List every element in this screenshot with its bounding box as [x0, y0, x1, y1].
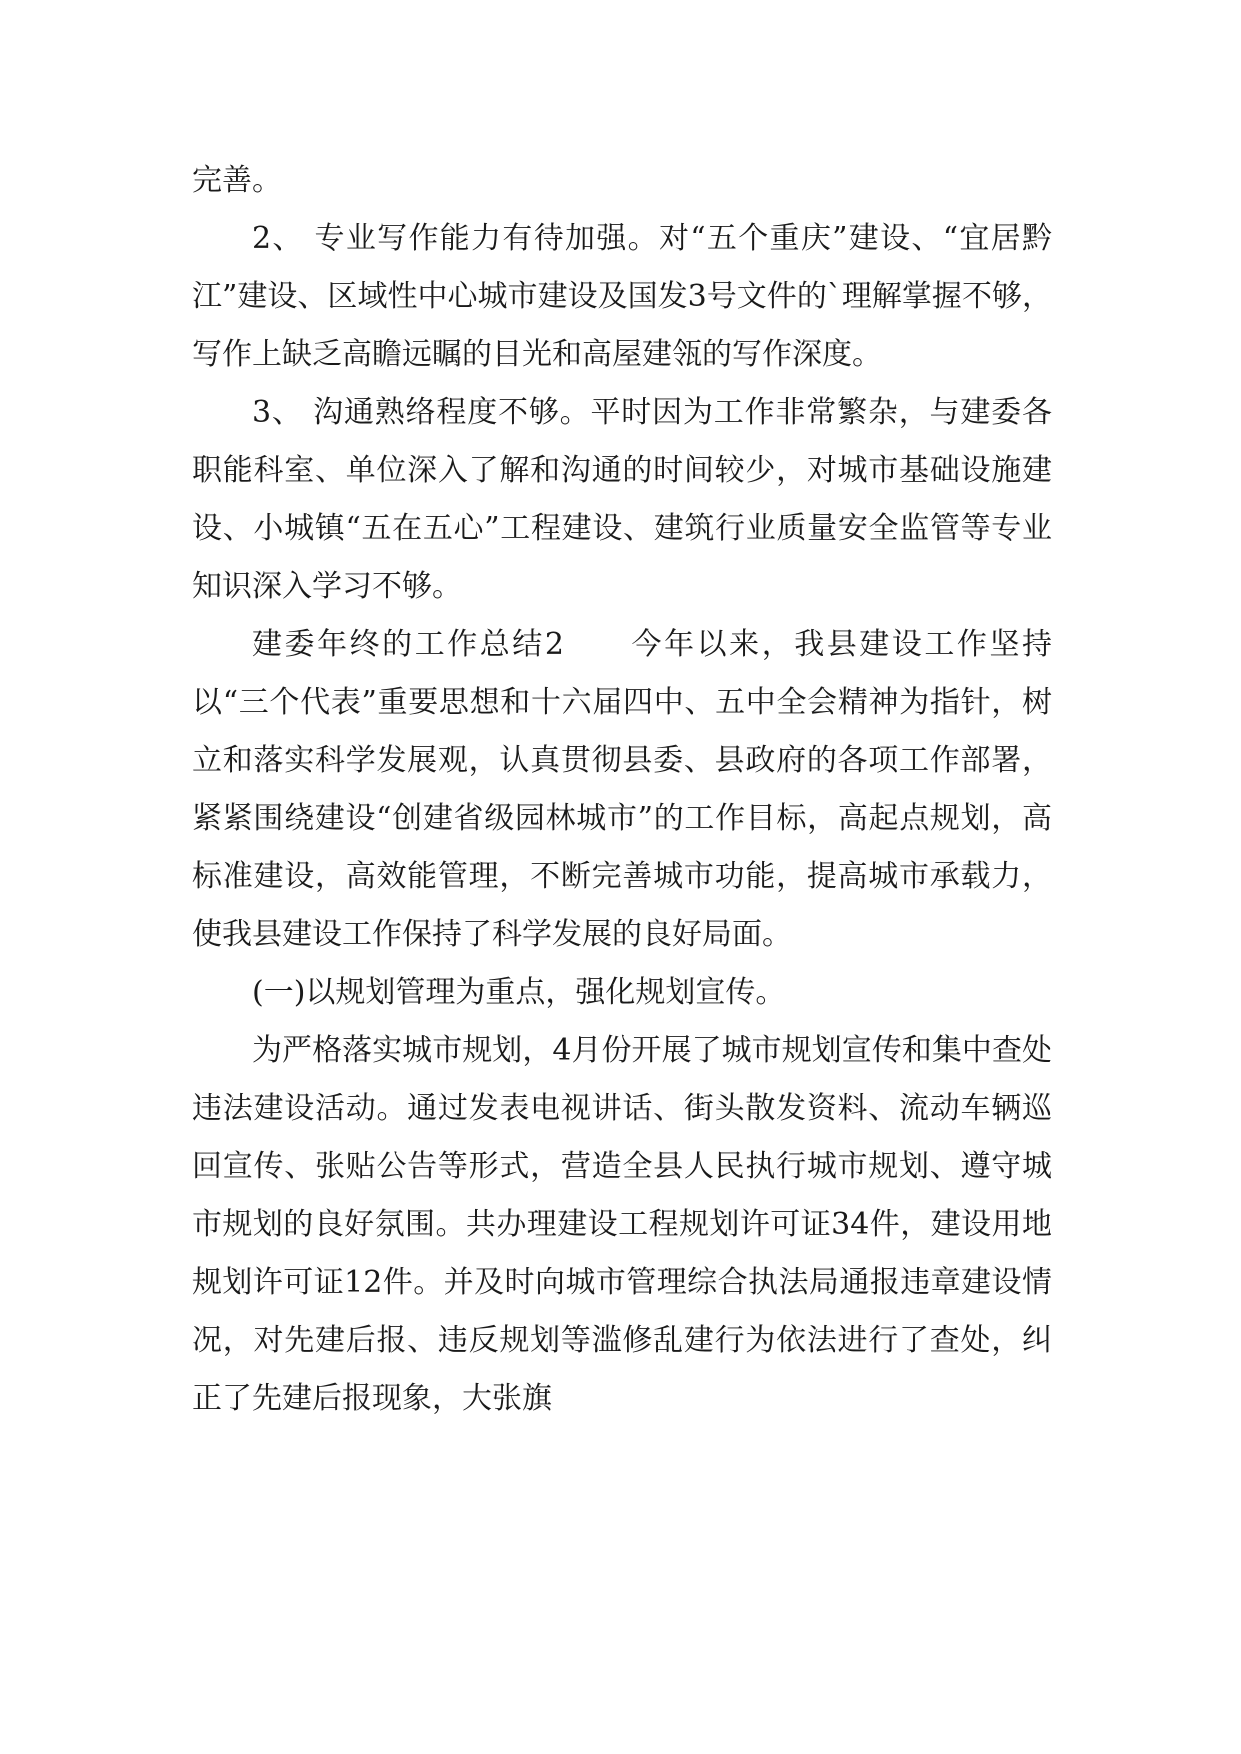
paragraph-item-2: 2、 专业写作能力有待加强。对“五个重庆”建设、“宜居黔江”建设、区域性中心城市建设及国发3号文件的`理解掌握不够，写作上缺乏高瞻远瞩的目光和高屋建瓴的写作深度。	[192, 221, 1052, 372]
document-body	[192, 152, 1052, 1428]
section-heading-1: (一)以规划管理为重点，强化规划宣传。	[252, 975, 786, 1010]
paragraph-summary-intro: 建委年终的工作总结2 今年以来，我县建设工作坚持以“三个代表”重要思想和十六届四中、五中全会精神为指针，树立和落实科学发展观，认真贯彻县委、县政府的各项工作部署，紧紧围绕建设“创建省级园林城市”的工作目标，高起点规划，高标准建设，高效能管理，不断完善城市功能，提高城市承载力，使我县建设工作保持了科学发展的良好局面。	[192, 627, 1052, 952]
paragraph-item-3: 3、 沟通熟络程度不够。平时因为工作非常繁杂，与建委各职能科室、单位深入了解和沟通的时间较少，对城市基础设施建设、小城镇“五在五心”工程建设、建筑行业质量安全监管等专业知识深入学习不够。	[192, 395, 1052, 604]
paragraph-planning: 为严格落实城市规划，4月份开展了城市规划宣传和集中查处违法建设活动。通过发表电视讲话、街头散发资料、流动车辆巡回宣传、张贴公告等形式，营造全县人民执行城市规划、遵守城市规划的良好氛围。共办理建设工程规划许可证34件，建设用地规划许可证12件。并及时向城市管理综合执法局通报违章建设情况，对先建后报、违反规划等滥修乱建行为依法进行了查处，纠正了先建后报现象，大张旗	[192, 1033, 1052, 1416]
paragraph-continuation: 完善。	[192, 163, 282, 198]
